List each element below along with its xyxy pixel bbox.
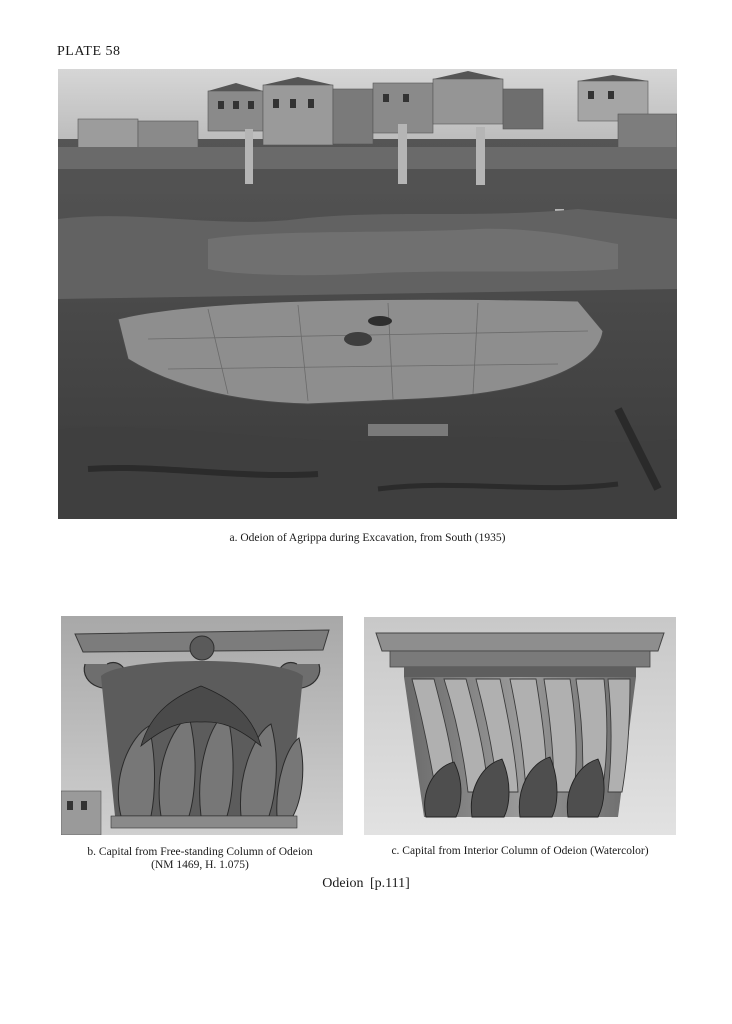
figure-b-caption [50,846,350,872]
figure-c-caption: c. Capital from Interior Column of Odeion (Watercolor) [391,845,649,857]
excavation-photo [58,69,677,519]
figure-b-caption-line-2: (NM 1469, H. 1.075) [151,859,249,871]
capital-photo [61,616,343,835]
figure-a-caption: a. Odeion of Agrippa during Excavation, from South (1935) [229,532,506,544]
capital-watercolor [364,617,676,835]
page-footer: Odeion [p.111] [322,876,410,891]
plate-number: PLATE 58 [57,44,121,59]
figure-b-caption-line-1: b. Capital from Free-standing Column of Odeion [87,846,313,858]
